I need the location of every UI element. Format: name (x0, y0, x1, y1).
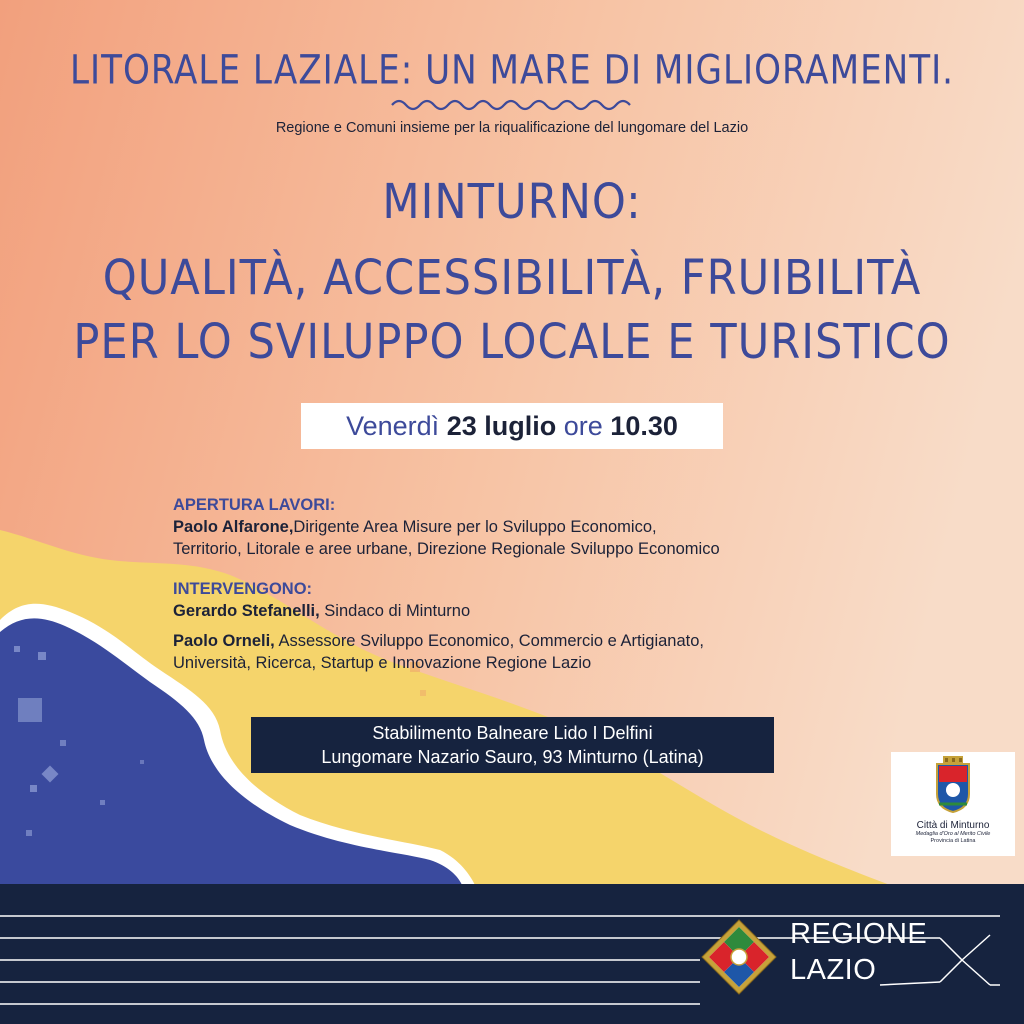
minturno-logo-card (891, 752, 1015, 856)
venue-box (251, 717, 774, 773)
event-date: 23 luglio (446, 411, 557, 441)
event-day: Venerdì (346, 411, 440, 441)
wave-divider-icon (390, 96, 634, 114)
event-date-box (301, 403, 723, 449)
campaign-subtitle: Regione e Comuni insieme per la riqualificazione del lungomare del Lazio (275, 120, 749, 136)
speakers-label: INTERVENGONO: (173, 580, 313, 598)
campaign-title: LITORALE LAZIALE: UN MARE DI MIGLIORAMENTI. (69, 46, 955, 94)
municipality-medal: Medaglia d'Oro al Merito Civile (915, 831, 991, 837)
speaker-1-role: Sindaco di Minturno (319, 602, 471, 620)
speaker-2-role: Assessore Sviluppo Economico, Commercio e Artigianato, (274, 632, 704, 650)
regione-lazio-emblem-icon (700, 918, 778, 996)
event-time: 10.30 (610, 411, 678, 441)
speakers-section (173, 578, 704, 674)
regione-lazio-brand-line-1: REGIONE (790, 918, 928, 950)
speaker-2-role-continued: Università, Ricerca, Startup e Innovazione Regione Lazio (173, 654, 592, 672)
opening-section (173, 494, 720, 560)
opening-role: Dirigente Area Misure per lo Sviluppo Economico, (293, 518, 657, 536)
headline-line-2: QUALITÀ, ACCESSIBILITÀ, FRUIBILITÀ (102, 250, 922, 306)
venue-address: Lungomare Nazario Sauro, 93 Minturno (Latina) (321, 747, 704, 767)
opening-role-continued: Territorio, Litorale e aree urbane, Direzione Regionale Sviluppo Economico (173, 540, 720, 558)
speaker-2-name: Paolo Orneli, (173, 632, 275, 650)
headline-line-1: MINTURNO: (382, 174, 642, 230)
opening-speaker: Paolo Alfarone, (173, 518, 294, 536)
minturno-coat-of-arms-icon (933, 756, 973, 814)
municipality-province: Provincia di Latina (930, 838, 976, 844)
opening-label: APERTURA LAVORI: (173, 496, 336, 514)
venue-name: Stabilimento Balneare Lido I Delfini (372, 723, 653, 743)
municipality-name: Città di Minturno (916, 820, 990, 831)
headline-line-3: PER LO SVILUPPO LOCALE E TURISTICO (73, 314, 951, 370)
speaker-1-name: Gerardo Stefanelli, (173, 602, 320, 620)
regione-lazio-brand-line-2: LAZIO (790, 954, 877, 986)
event-time-label: ore (563, 411, 603, 441)
